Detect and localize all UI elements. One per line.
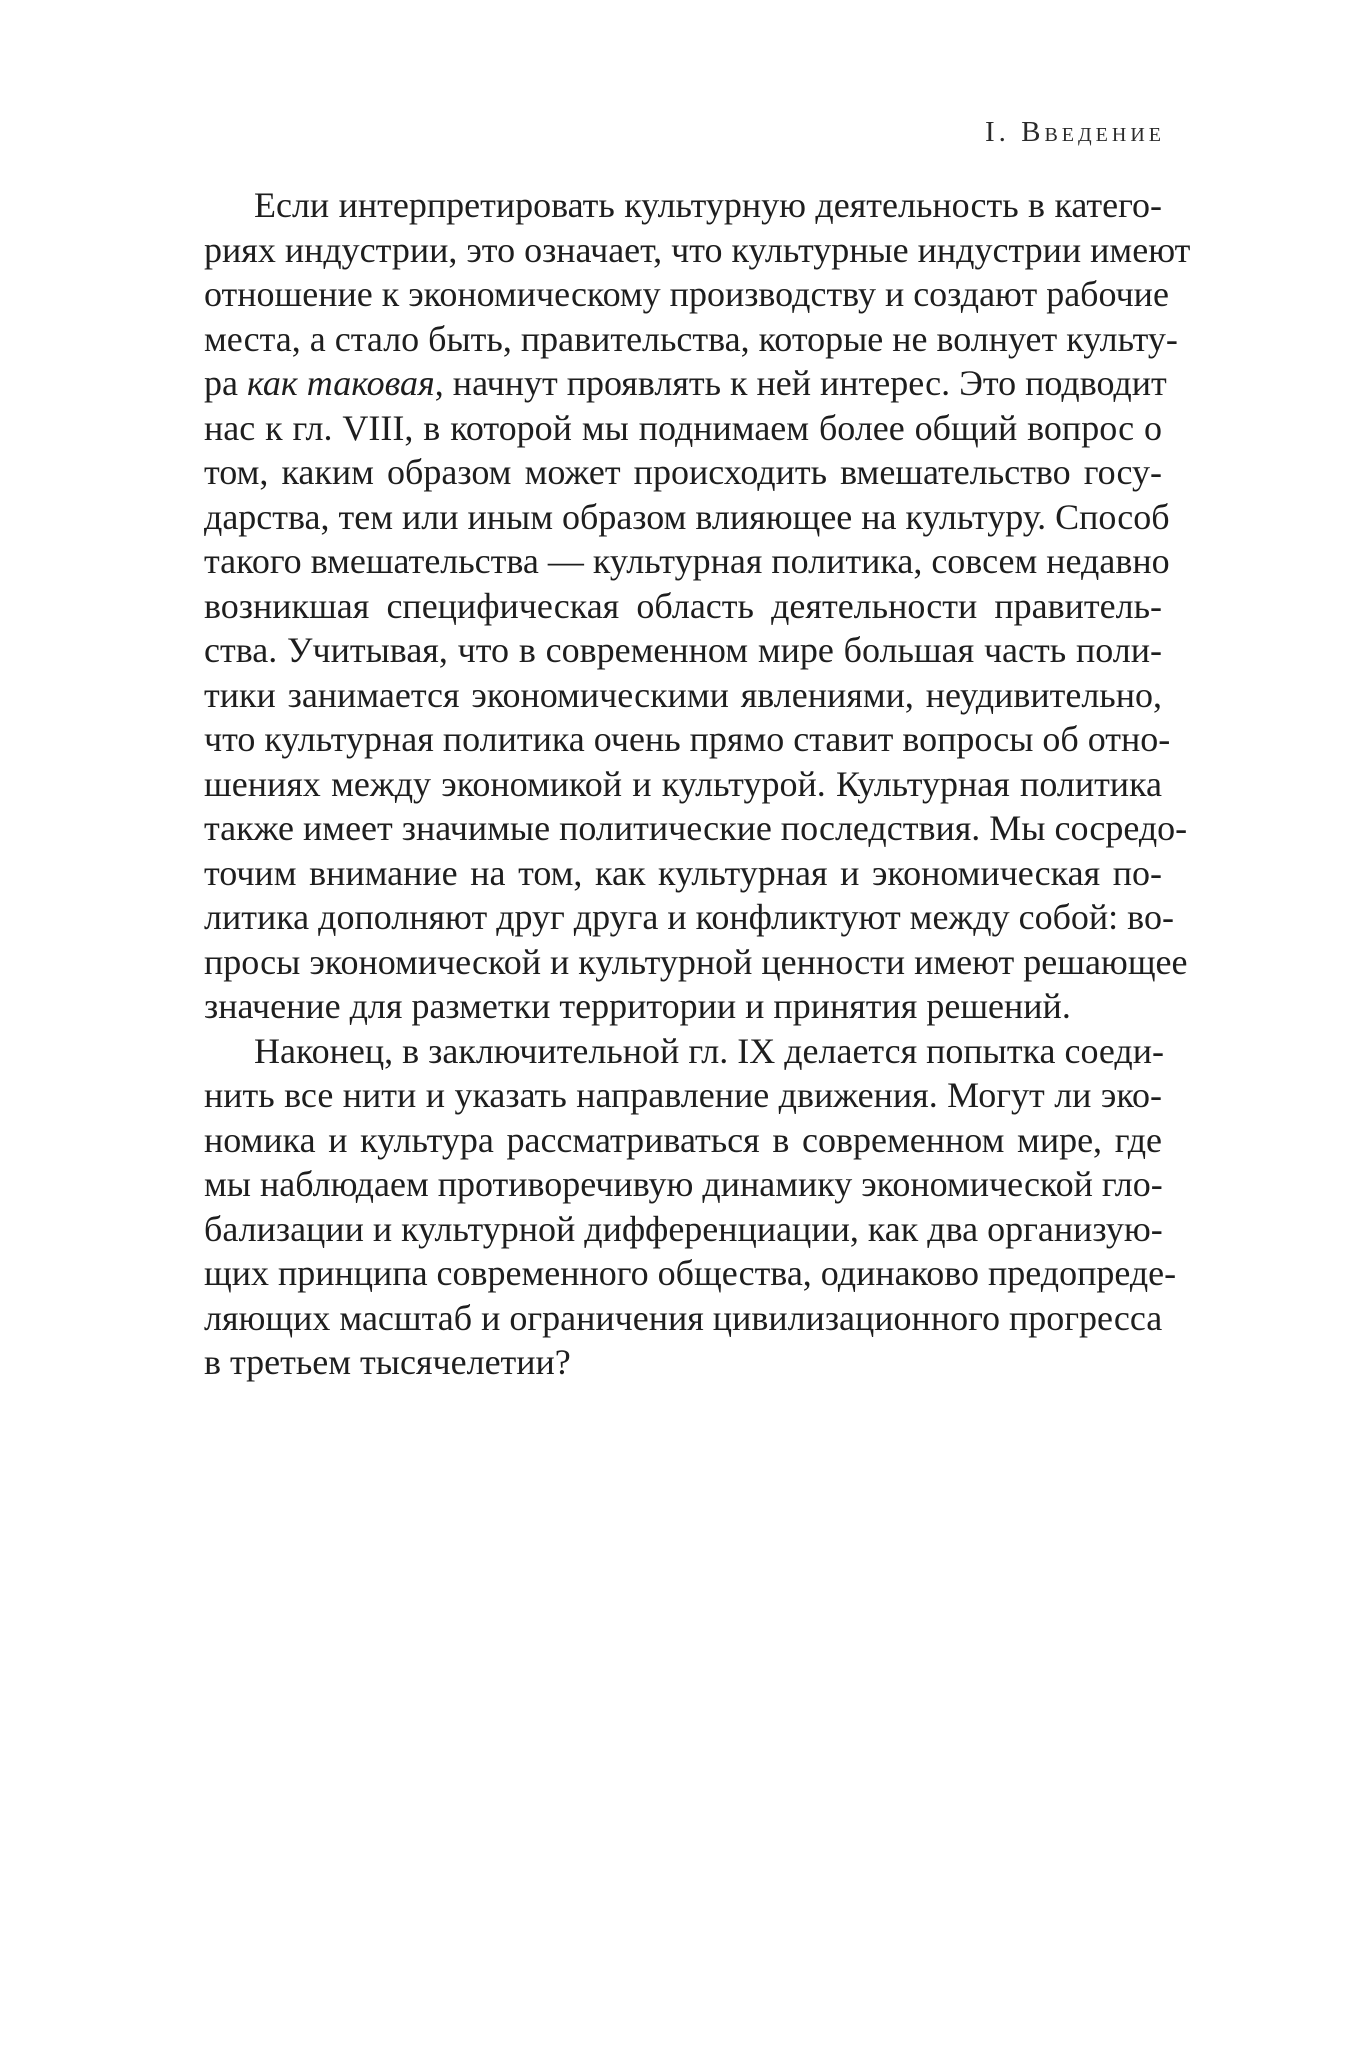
text-line xyxy=(204,361,1167,406)
text-line: ляющих масштаб и ограничения цивилизационного прогресса xyxy=(204,1297,1163,1338)
text-segment: ра xyxy=(204,363,247,403)
body-text xyxy=(204,183,1191,1385)
text-line: точим внимание на том, как культурная и экономическая по- xyxy=(204,852,1162,893)
text-line: также имеет значимые политические последствия. Мы сосредо- xyxy=(204,808,1188,848)
text-line: риях индустрии, это означает, что культурные индустрии имеют xyxy=(204,229,1191,270)
text-line: мы наблюдаем противоречивую динамику экономической гло- xyxy=(204,1164,1163,1204)
text-line: дарства, тем или иным образом влияющее на культуру. Способ xyxy=(204,496,1170,537)
text-line: места, а стало быть, правительства, которые не волнует культу- xyxy=(204,318,1178,359)
text-line: нас к гл. VIII, в которой мы поднимаем более общий вопрос о xyxy=(204,407,1162,448)
text-line: литика дополняют друг друга и конфликтуют между собой: во- xyxy=(204,897,1174,937)
text-line: щих принципа современного общества, одинаково предопреде- xyxy=(204,1253,1177,1293)
text-line: нить все нити и указать направление движения. Могут ли эко- xyxy=(204,1075,1162,1115)
text-line: такого вмешательства — культурная политика, совсем недавно xyxy=(204,541,1170,581)
text-line: Если интерпретировать культурную деятельность в катего- xyxy=(254,185,1162,225)
text-line: номика и культура рассматриваться в современном мире, где xyxy=(204,1119,1162,1160)
text-line: просы экономической и культурной ценности имеют решающее xyxy=(204,941,1188,982)
text-line: отношение к экономическому производству и создают рабочие xyxy=(204,274,1169,314)
text-line: ства. Учитывая, что в современном мире большая часть поли- xyxy=(204,630,1162,670)
italic-phrase: как таковая xyxy=(246,363,435,403)
text-line: в третьем тысячелетии? xyxy=(204,1342,571,1382)
text-line: шениях между экономикой и культурой. Культурная политика xyxy=(204,763,1162,804)
paragraph xyxy=(204,183,1191,1029)
running-head: I. Введение xyxy=(984,116,1165,148)
text-line: значение для разметки территории и принятия решений. xyxy=(204,986,1071,1026)
text-line: что культурная политика очень прямо ставит вопросы об отно- xyxy=(204,719,1171,759)
paragraph xyxy=(204,1029,1177,1385)
text-segment: , начнут проявлять к ней интерес. Это подводит xyxy=(434,363,1167,403)
text-line: том, каким образом может происходить вмешательство госу- xyxy=(204,452,1162,492)
text-line: Наконец, в заключительной гл. IX делается попытка соеди- xyxy=(254,1030,1165,1071)
text-line: тики занимается экономическими явлениями, неудивительно, xyxy=(204,674,1162,715)
text-line: бализации и культурной дифференциации, как два организую- xyxy=(204,1208,1163,1249)
text-line: возникшая специфическая область деятельности правитель- xyxy=(204,585,1162,626)
